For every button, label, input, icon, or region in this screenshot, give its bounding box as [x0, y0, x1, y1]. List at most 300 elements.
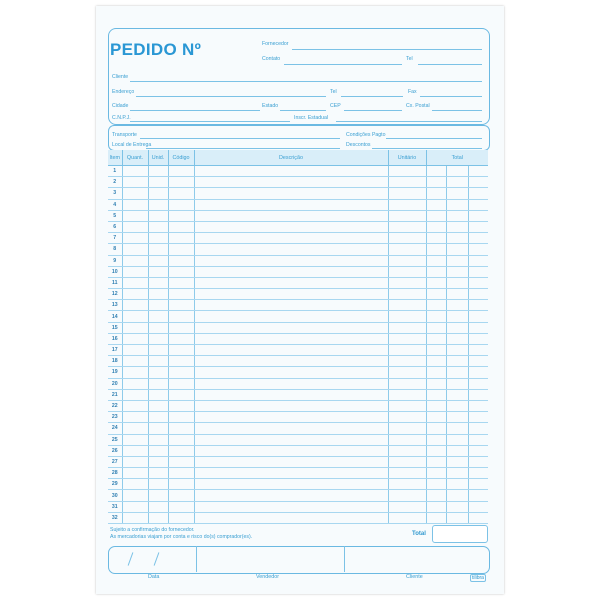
table-cell[interactable] [168, 289, 194, 300]
table-cell[interactable] [122, 188, 148, 199]
table-cell[interactable] [122, 479, 148, 490]
table-cell[interactable] [426, 300, 446, 311]
table-cell[interactable] [148, 322, 168, 333]
table-cell[interactable] [446, 210, 468, 221]
col-codigo: Código [168, 150, 194, 166]
table-cell[interactable] [446, 356, 468, 367]
table-cell[interactable] [468, 512, 488, 523]
table-cell[interactable] [446, 423, 468, 434]
table-cell[interactable] [468, 456, 488, 467]
table-cell[interactable] [194, 468, 388, 479]
table-cell[interactable] [388, 266, 426, 277]
table-cell[interactable] [122, 412, 148, 423]
estado-line[interactable] [280, 110, 326, 111]
table-cell[interactable] [168, 400, 194, 411]
table-cell[interactable] [148, 501, 168, 512]
table-cell[interactable] [388, 300, 426, 311]
table-cell[interactable] [122, 468, 148, 479]
table-cell[interactable] [426, 177, 446, 188]
table-cell[interactable] [446, 367, 468, 378]
table-cell[interactable] [148, 356, 168, 367]
table-cell[interactable] [194, 456, 388, 467]
table-cell[interactable] [468, 277, 488, 288]
table-cell[interactable] [446, 188, 468, 199]
table-cell[interactable] [148, 166, 168, 177]
table-cell[interactable] [122, 490, 148, 501]
table-cell[interactable] [148, 468, 168, 479]
table-cell[interactable] [122, 166, 148, 177]
table-cell[interactable] [194, 423, 388, 434]
table-cell[interactable] [388, 512, 426, 523]
table-cell[interactable] [148, 255, 168, 266]
table-cell[interactable] [122, 333, 148, 344]
cep-line[interactable] [344, 110, 402, 111]
row-number: 25 [108, 434, 122, 445]
table-cell[interactable] [446, 221, 468, 232]
condicoes-label: Condições Pagto [346, 132, 386, 138]
table-cell[interactable] [388, 277, 426, 288]
table-cell[interactable] [426, 333, 446, 344]
table-cell[interactable] [388, 233, 426, 244]
table-cell[interactable] [168, 233, 194, 244]
table-cell[interactable] [194, 277, 388, 288]
table-cell[interactable] [426, 468, 446, 479]
table-cell[interactable] [468, 199, 488, 210]
table-cell[interactable] [122, 210, 148, 221]
table-cell[interactable] [426, 244, 446, 255]
table-cell[interactable] [468, 244, 488, 255]
table-cell[interactable] [194, 501, 388, 512]
insc-estadual-line[interactable] [336, 121, 482, 122]
local-entrega-line[interactable] [146, 148, 340, 149]
table-cell[interactable] [388, 445, 426, 456]
table-cell[interactable] [194, 300, 388, 311]
table-cell[interactable] [388, 188, 426, 199]
table-cell[interactable] [148, 233, 168, 244]
table-cell[interactable] [446, 289, 468, 300]
table-cell[interactable] [194, 445, 388, 456]
table-cell[interactable] [426, 412, 446, 423]
table-cell[interactable] [168, 423, 194, 434]
table-cell[interactable] [426, 210, 446, 221]
table-cell[interactable] [446, 400, 468, 411]
table-cell[interactable] [194, 289, 388, 300]
table-cell[interactable] [426, 445, 446, 456]
table-cell[interactable] [468, 166, 488, 177]
table-cell[interactable] [426, 501, 446, 512]
condicoes-line[interactable] [386, 138, 482, 139]
table-cell[interactable] [468, 490, 488, 501]
table-cell[interactable] [388, 356, 426, 367]
table-cell[interactable] [168, 311, 194, 322]
table-cell[interactable] [388, 244, 426, 255]
table-cell[interactable] [168, 389, 194, 400]
table-cell[interactable] [468, 311, 488, 322]
table-cell[interactable] [388, 501, 426, 512]
total-field[interactable] [432, 525, 488, 543]
table-cell[interactable] [426, 389, 446, 400]
table-cell[interactable] [446, 378, 468, 389]
table-cell[interactable] [148, 389, 168, 400]
table-row [108, 356, 488, 367]
table-cell[interactable] [122, 322, 148, 333]
table-cell[interactable] [468, 479, 488, 490]
table-cell[interactable] [122, 367, 148, 378]
table-cell[interactable] [148, 479, 168, 490]
table-cell[interactable] [388, 400, 426, 411]
table-cell[interactable] [468, 412, 488, 423]
table-cell[interactable] [468, 400, 488, 411]
table-cell[interactable] [468, 300, 488, 311]
table-cell[interactable] [148, 188, 168, 199]
table-cell[interactable] [426, 490, 446, 501]
table-cell[interactable] [168, 166, 194, 177]
table-cell[interactable] [468, 356, 488, 367]
table-cell[interactable] [148, 400, 168, 411]
table-cell[interactable] [194, 512, 388, 523]
table-cell[interactable] [468, 233, 488, 244]
table-cell[interactable] [148, 456, 168, 467]
table-cell[interactable] [148, 367, 168, 378]
table-cell[interactable] [168, 210, 194, 221]
table-cell[interactable] [194, 244, 388, 255]
table-cell[interactable] [388, 345, 426, 356]
table-cell[interactable] [388, 166, 426, 177]
table-cell[interactable] [168, 479, 194, 490]
table-cell[interactable] [426, 400, 446, 411]
table-cell[interactable] [426, 434, 446, 445]
table-cell[interactable] [168, 445, 194, 456]
table-cell[interactable] [194, 166, 388, 177]
tel-line[interactable] [341, 96, 403, 97]
table-cell[interactable] [468, 389, 488, 400]
table-cell[interactable] [194, 479, 388, 490]
table-cell[interactable] [122, 423, 148, 434]
table-cell[interactable] [122, 378, 148, 389]
table-cell[interactable] [446, 266, 468, 277]
table-cell[interactable] [426, 188, 446, 199]
fornecedor-line[interactable] [292, 49, 482, 50]
row-number: 17 [108, 345, 122, 356]
table-cell[interactable] [426, 345, 446, 356]
table-cell[interactable] [468, 345, 488, 356]
table-cell[interactable] [388, 378, 426, 389]
signature-divider-1 [196, 546, 197, 572]
table-cell[interactable] [194, 389, 388, 400]
table-cell[interactable] [426, 456, 446, 467]
table-cell[interactable] [168, 300, 194, 311]
table-cell[interactable] [148, 445, 168, 456]
cx-postal-line[interactable] [432, 110, 482, 111]
row-number: 15 [108, 322, 122, 333]
table-cell[interactable] [168, 356, 194, 367]
table-cell[interactable] [148, 412, 168, 423]
row-number: 16 [108, 333, 122, 344]
table-cell[interactable] [426, 311, 446, 322]
table-cell[interactable] [446, 501, 468, 512]
table-cell[interactable] [388, 468, 426, 479]
table-cell[interactable] [388, 289, 426, 300]
table-cell[interactable] [122, 233, 148, 244]
table-cell[interactable] [148, 266, 168, 277]
table-cell[interactable] [194, 255, 388, 266]
table-cell[interactable] [388, 322, 426, 333]
col-quant: Quant. [122, 150, 148, 166]
cliente-line[interactable] [130, 81, 482, 82]
table-cell[interactable] [388, 210, 426, 221]
table-cell[interactable] [446, 311, 468, 322]
descontos-line[interactable] [372, 148, 482, 149]
table-cell[interactable] [168, 367, 194, 378]
table-cell[interactable] [168, 177, 194, 188]
table-cell[interactable] [148, 423, 168, 434]
row-number: 10 [108, 266, 122, 277]
table-cell[interactable] [446, 479, 468, 490]
table-cell[interactable] [122, 456, 148, 467]
table-cell[interactable] [426, 423, 446, 434]
table-cell[interactable] [468, 255, 488, 266]
endereco-line[interactable] [136, 96, 326, 97]
transporte-line[interactable] [140, 138, 340, 139]
table-cell[interactable] [168, 255, 194, 266]
table-cell[interactable] [148, 345, 168, 356]
table-cell[interactable] [446, 345, 468, 356]
table-cell[interactable] [194, 210, 388, 221]
table-cell[interactable] [446, 255, 468, 266]
note-risk: As mercadorias viajam por conta e risco do(s) comprador(es). [110, 534, 253, 540]
table-cell[interactable] [148, 490, 168, 501]
cnpj-line[interactable] [130, 121, 290, 122]
table-cell[interactable] [194, 400, 388, 411]
col-unitario: Unitário [388, 150, 426, 166]
table-cell[interactable] [122, 277, 148, 288]
table-cell[interactable] [468, 322, 488, 333]
table-cell[interactable] [468, 266, 488, 277]
table-cell[interactable] [194, 233, 388, 244]
table-cell[interactable] [446, 199, 468, 210]
table-cell[interactable] [148, 434, 168, 445]
table-cell[interactable] [468, 423, 488, 434]
table-cell[interactable] [194, 188, 388, 199]
table-cell[interactable] [388, 221, 426, 232]
table-cell[interactable] [194, 333, 388, 344]
table-cell[interactable] [168, 378, 194, 389]
table-cell[interactable] [194, 434, 388, 445]
table-cell[interactable] [148, 300, 168, 311]
table-cell[interactable] [426, 233, 446, 244]
row-number: 21 [108, 389, 122, 400]
table-cell[interactable] [122, 345, 148, 356]
table-cell[interactable] [388, 389, 426, 400]
table-cell[interactable] [168, 333, 194, 344]
table-cell[interactable] [426, 255, 446, 266]
table-cell[interactable] [446, 512, 468, 523]
tel-top-line[interactable] [418, 64, 482, 65]
table-cell[interactable] [388, 456, 426, 467]
table-cell[interactable] [148, 311, 168, 322]
table-row [108, 289, 488, 300]
table-cell[interactable] [148, 177, 168, 188]
table-cell[interactable] [194, 311, 388, 322]
table-cell[interactable] [168, 221, 194, 232]
table-cell[interactable] [194, 378, 388, 389]
table-cell[interactable] [122, 356, 148, 367]
table-cell[interactable] [194, 322, 388, 333]
table-cell[interactable] [194, 490, 388, 501]
fax-line[interactable] [420, 96, 482, 97]
table-cell[interactable] [148, 221, 168, 232]
table-cell[interactable] [388, 177, 426, 188]
table-cell[interactable] [446, 434, 468, 445]
table-cell[interactable] [468, 289, 488, 300]
table-cell[interactable] [148, 199, 168, 210]
table-cell[interactable] [426, 289, 446, 300]
table-cell[interactable] [446, 300, 468, 311]
table-cell[interactable] [426, 221, 446, 232]
table-cell[interactable] [388, 255, 426, 266]
table-cell[interactable] [446, 322, 468, 333]
row-number: 7 [108, 233, 122, 244]
table-cell[interactable] [426, 356, 446, 367]
table-cell[interactable] [426, 378, 446, 389]
table-cell[interactable] [168, 434, 194, 445]
table-cell[interactable] [446, 244, 468, 255]
table-cell[interactable] [148, 244, 168, 255]
table-cell[interactable] [122, 199, 148, 210]
table-cell[interactable] [122, 255, 148, 266]
table-cell[interactable] [426, 479, 446, 490]
table-cell[interactable] [426, 266, 446, 277]
table-cell[interactable] [148, 277, 168, 288]
table-cell[interactable] [168, 412, 194, 423]
cidade-line[interactable] [130, 110, 260, 111]
table-cell[interactable] [194, 177, 388, 188]
table-cell[interactable] [468, 445, 488, 456]
table-cell[interactable] [148, 333, 168, 344]
table-cell[interactable] [426, 322, 446, 333]
table-cell[interactable] [426, 166, 446, 177]
table-cell[interactable] [168, 277, 194, 288]
table-cell[interactable] [168, 501, 194, 512]
table-cell[interactable] [446, 412, 468, 423]
table-cell[interactable] [468, 177, 488, 188]
table-cell[interactable] [168, 322, 194, 333]
table-cell[interactable] [194, 199, 388, 210]
table-cell[interactable] [446, 468, 468, 479]
col-item: Item [108, 150, 122, 166]
table-cell[interactable] [468, 221, 488, 232]
table-cell[interactable] [446, 177, 468, 188]
table-cell[interactable] [426, 277, 446, 288]
table-cell[interactable] [148, 512, 168, 523]
table-cell[interactable] [122, 311, 148, 322]
table-cell[interactable] [446, 490, 468, 501]
table-cell[interactable] [122, 400, 148, 411]
table-cell[interactable] [388, 423, 426, 434]
table-cell[interactable] [148, 378, 168, 389]
table-cell[interactable] [122, 501, 148, 512]
cliente-label: Cliente [112, 74, 129, 80]
table-cell[interactable] [194, 367, 388, 378]
table-cell[interactable] [388, 490, 426, 501]
table-cell[interactable] [194, 412, 388, 423]
table-cell[interactable] [122, 266, 148, 277]
col-unid: Unid. [148, 150, 168, 166]
table-cell[interactable] [122, 300, 148, 311]
signature-vendedor-label: Vendedor [256, 574, 280, 580]
table-cell[interactable] [446, 233, 468, 244]
row-number: 5 [108, 210, 122, 221]
table-cell[interactable] [426, 367, 446, 378]
table-cell[interactable] [388, 199, 426, 210]
table-cell[interactable] [122, 445, 148, 456]
table-cell[interactable] [446, 445, 468, 456]
insc-estadual-label: Inscr. Estadual [294, 115, 329, 121]
table-cell[interactable] [122, 512, 148, 523]
table-cell[interactable] [194, 221, 388, 232]
table-cell[interactable] [426, 512, 446, 523]
table-cell[interactable] [468, 378, 488, 389]
row-number: 6 [108, 221, 122, 232]
table-cell[interactable] [194, 356, 388, 367]
descontos-label: Descontos [346, 142, 371, 148]
table-cell[interactable] [446, 456, 468, 467]
table-cell[interactable] [168, 456, 194, 467]
table-cell[interactable] [194, 345, 388, 356]
table-cell[interactable] [468, 501, 488, 512]
table-cell[interactable] [388, 434, 426, 445]
table-cell[interactable] [122, 177, 148, 188]
table-row [108, 221, 488, 232]
table-cell[interactable] [388, 333, 426, 344]
table-cell[interactable] [122, 244, 148, 255]
table-cell[interactable] [168, 266, 194, 277]
table-cell[interactable] [122, 289, 148, 300]
table-cell[interactable] [446, 166, 468, 177]
table-cell[interactable] [388, 479, 426, 490]
table-cell[interactable] [168, 188, 194, 199]
table-cell[interactable] [168, 468, 194, 479]
table-cell[interactable] [168, 244, 194, 255]
table-cell[interactable] [168, 512, 194, 523]
table-cell[interactable] [468, 468, 488, 479]
table-cell[interactable] [468, 333, 488, 344]
table-cell[interactable] [388, 412, 426, 423]
table-cell[interactable] [122, 221, 148, 232]
table-cell[interactable] [468, 188, 488, 199]
table-cell[interactable] [446, 389, 468, 400]
row-number: 3 [108, 188, 122, 199]
table-cell[interactable] [468, 210, 488, 221]
table-cell[interactable] [148, 289, 168, 300]
table-cell[interactable] [122, 389, 148, 400]
table-cell[interactable] [122, 434, 148, 445]
table-cell[interactable] [148, 210, 168, 221]
table-cell[interactable] [168, 345, 194, 356]
contato-line[interactable] [284, 64, 402, 65]
table-cell[interactable] [446, 333, 468, 344]
transporte-label: Transporte [112, 132, 137, 138]
table-cell[interactable] [388, 311, 426, 322]
table-cell[interactable] [168, 490, 194, 501]
table-cell[interactable] [168, 199, 194, 210]
table-cell[interactable] [426, 199, 446, 210]
table-cell[interactable] [194, 266, 388, 277]
table-cell[interactable] [468, 367, 488, 378]
table-cell[interactable] [446, 277, 468, 288]
table-cell[interactable] [388, 367, 426, 378]
table-cell[interactable] [468, 434, 488, 445]
